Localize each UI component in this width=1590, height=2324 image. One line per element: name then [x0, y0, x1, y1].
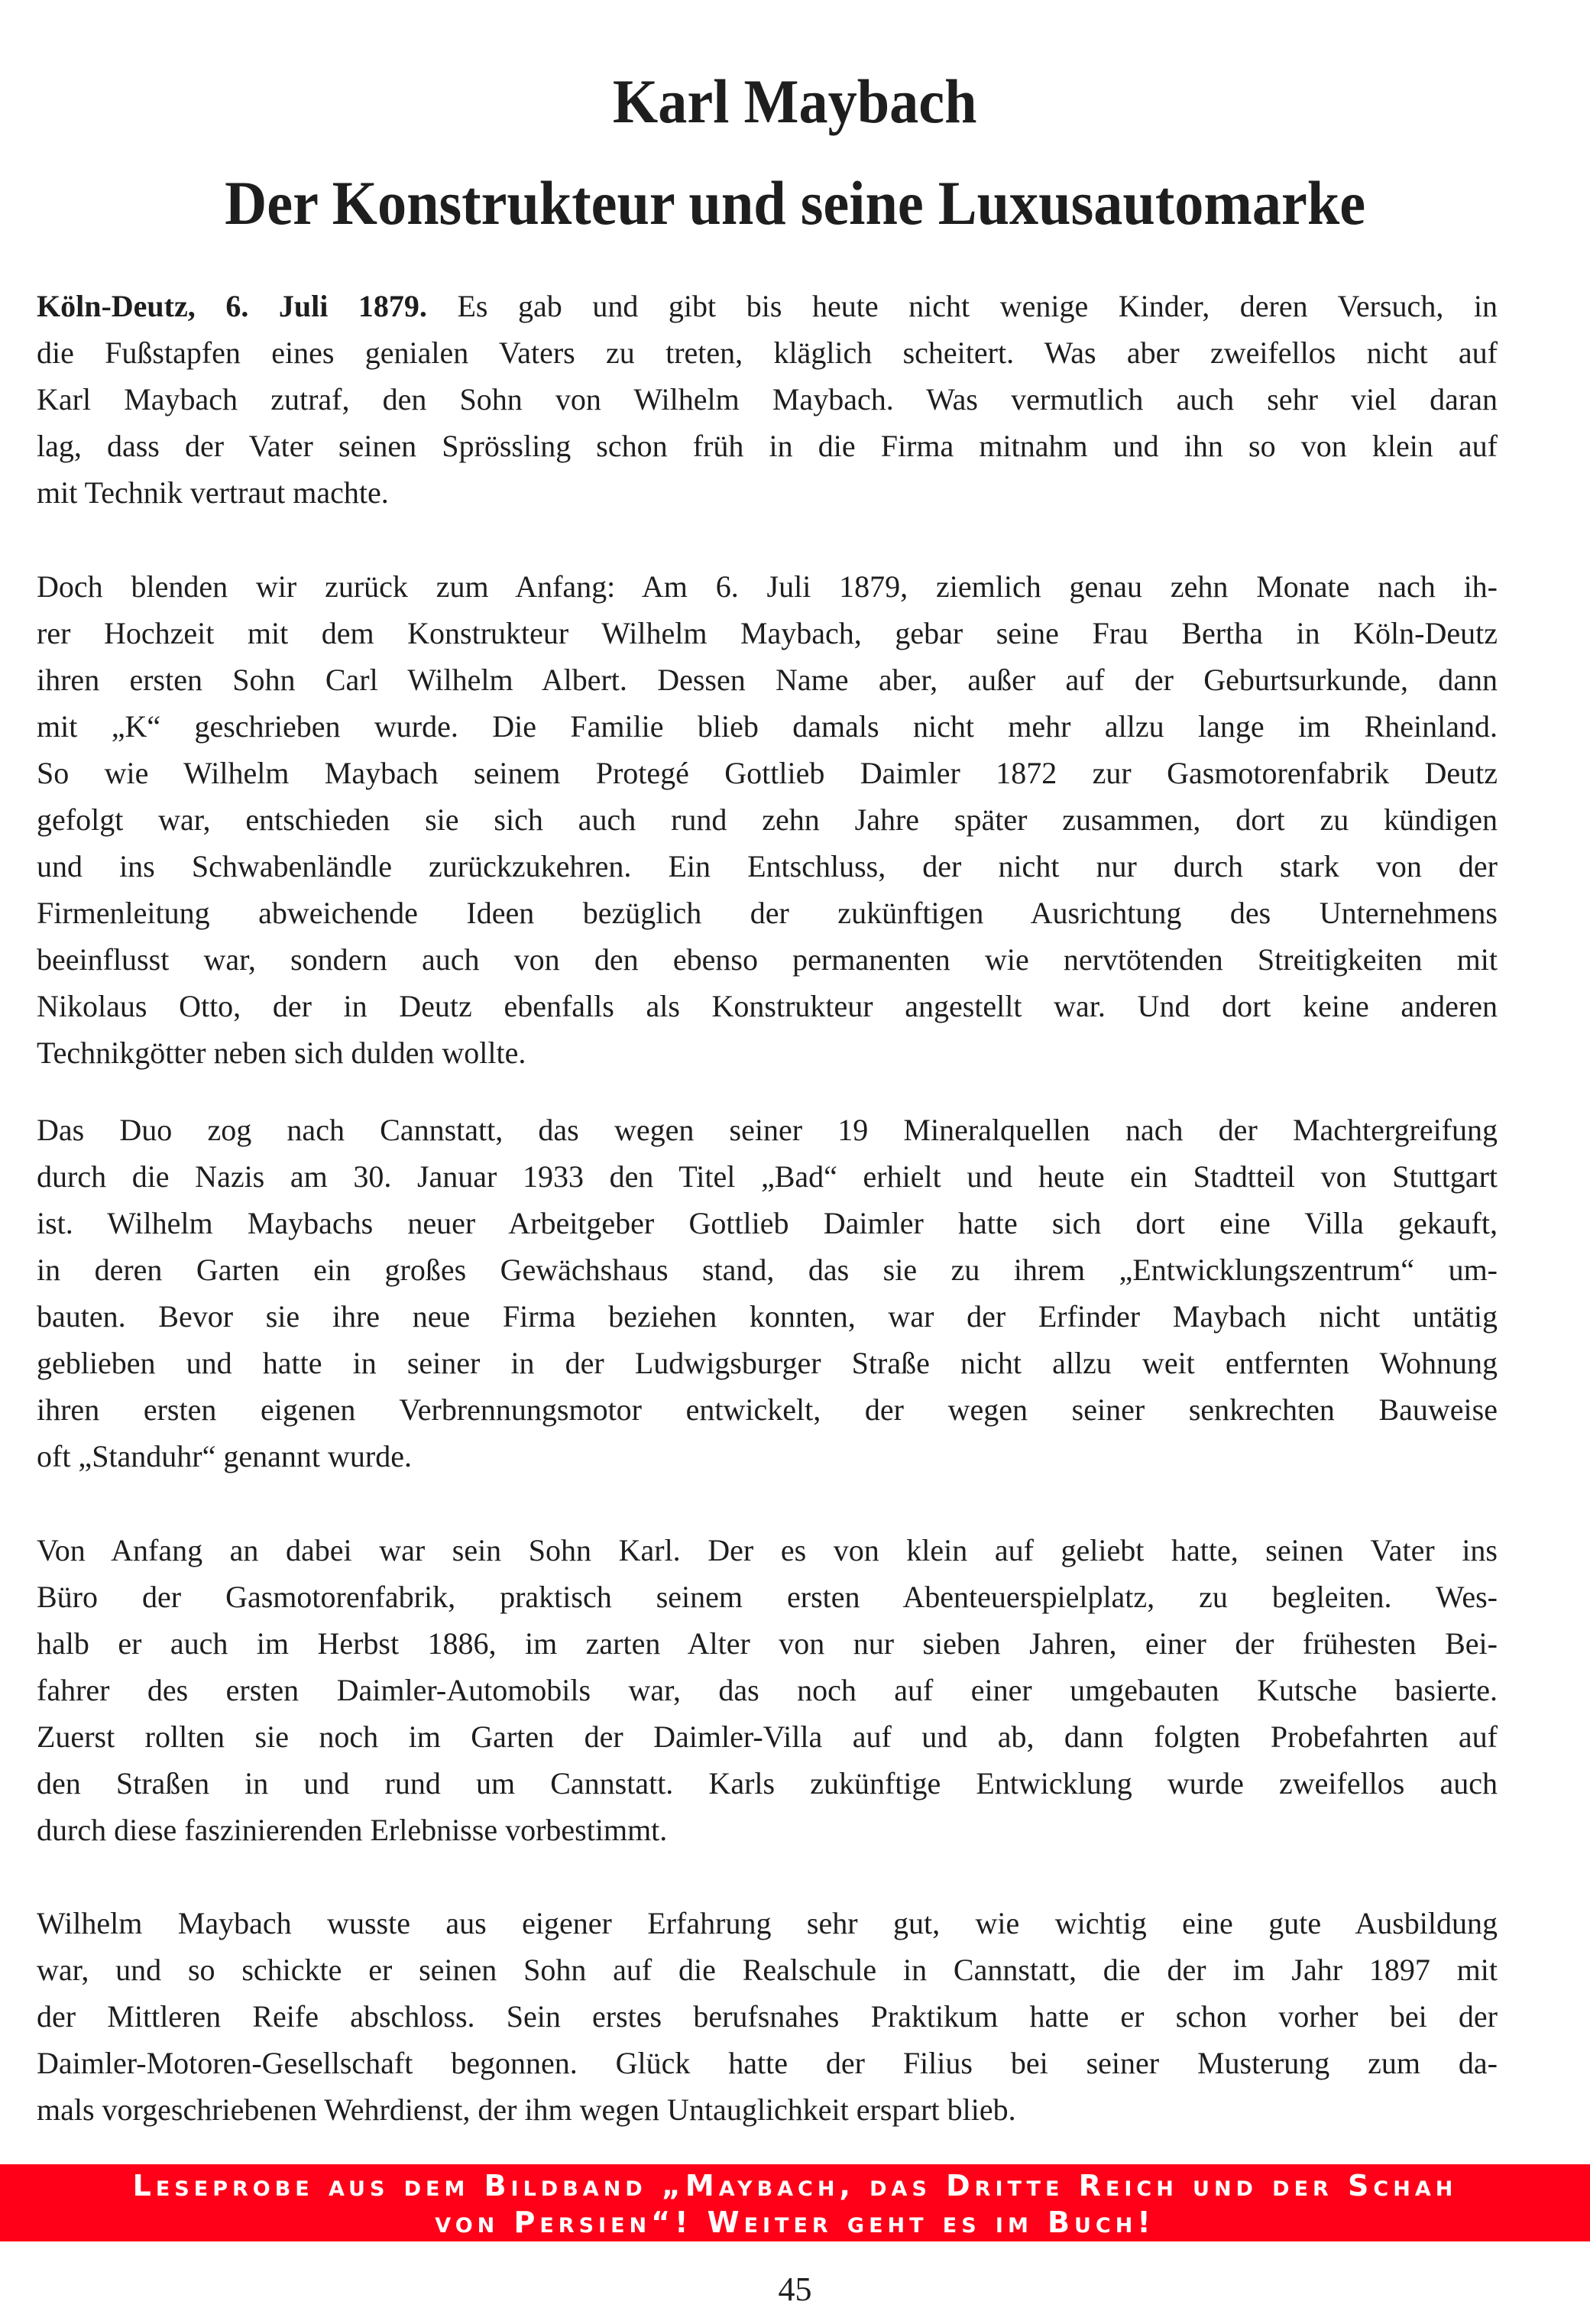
text-line: in deren Garten ein großes Gewächshaus stand, das sie zu ihrem „Entwicklungszentrum“ um- [37, 1253, 1498, 1287]
promo-banner [0, 2164, 1590, 2241]
text-line: rer Hochzeit mit dem Konstrukteur Wilhelm Maybach, gebar seine Frau Bertha in Köln-Deutz [37, 616, 1498, 650]
text-line: Nikolaus Otto, der in Deutz ebenfalls als Konstrukteur angestellt war. Und dort keine anderen [37, 989, 1498, 1023]
subtitle-text: Der Konstrukteur und seine Luxusautomarke [225, 168, 1365, 238]
text-line: durch die Nazis am 30. Januar 1933 den Titel „Bad“ erhielt und heute ein Stadtteil von Stuttgart [37, 1159, 1498, 1194]
text-line: die Fußstapfen eines genialen Vaters zu treten, kläglich scheitert. Was aber zweifellos nicht auf [37, 335, 1498, 370]
text-line: mit „K“ geschrieben wurde. Die Familie blieb damals nicht mehr allzu lange im Rheinland. [37, 709, 1498, 744]
promo-banner-line-2: von Persien“! Weiter geht es im Buch! [435, 2206, 1155, 2239]
text-line: Köln-Deutz, 6. Juli 1879. Es gab und gibt bis heute nicht wenige Kinder, deren Versuch, in [37, 289, 1498, 323]
text-line: Technikgötter neben sich dulden wollte. [37, 1036, 526, 1070]
text-line: Firmenleitung abweichende Ideen bezüglich der zukünftigen Ausrichtung des Unternehmens [37, 896, 1498, 930]
text-line: war, und so schickte er seinen Sohn auf die Realschule in Cannstatt, die der im Jahr 1897 mit [37, 1953, 1498, 1987]
text-line: Büro der Gasmotorenfabrik, praktisch seinem ersten Abenteuerspielplatz, zu begleiten. Wes- [37, 1580, 1498, 1614]
text-line: oft „Standuhr“ genannt wurde. [37, 1439, 412, 1473]
text-line: gefolgt war, entschieden sie sich auch rund zehn Jahre später zusammen, dort zu kündigen [37, 802, 1498, 837]
text-line: Wilhelm Maybach wusste aus eigener Erfahrung sehr gut, wie wichtig eine gute Ausbildung [37, 1906, 1498, 1940]
text-line: durch diese faszinierenden Erlebnisse vorbestimmt. [37, 1813, 668, 1847]
text-line: beeinflusst war, sondern auch von den ebenso permanenten wie nervtötenden Streitigkeiten mit [37, 942, 1498, 977]
page-title [0, 63, 1590, 140]
paragraph-4 [37, 1527, 1498, 1853]
text-line: Zuerst rollten sie noch im Garten der Daimler-Villa auf und ab, dann folgten Probefahrten auf [37, 1720, 1498, 1754]
text-line: Daimler-Motoren-Gesellschaft begonnen. Glück hatte der Filius bei seiner Musterung zum da- [37, 2046, 1498, 2080]
text-line: Das Duo zog nach Cannstatt, das wegen seiner 19 Mineralquellen nach der Machtergreifung [37, 1113, 1498, 1147]
text-line: ihren ersten eigenen Verbrennungsmotor entwickelt, der wegen seiner senkrechten Bauweise [37, 1392, 1498, 1427]
text-line: Karl Maybach zutraf, den Sohn von Wilhelm Maybach. Was vermutlich auch sehr viel daran [37, 382, 1498, 417]
paragraph-1 [37, 283, 1498, 516]
text-line: und ins Schwabenländle zurückzukehren. Ein Entschluss, der nicht nur durch stark von der [37, 849, 1498, 883]
paragraph-3 [37, 1107, 1498, 1480]
text-line: den Straßen in und rund um Cannstatt. Karls zukünftige Entwicklung wurde zweifellos auch [37, 1766, 1498, 1801]
text-line: mals vorgeschriebenen Wehrdienst, der ihm wegen Untauglichkeit erspart blieb. [37, 2092, 1016, 2127]
text-line: fahrer des ersten Daimler-Automobils war, das noch auf einer umgebauten Kutsche basierte. [37, 1673, 1498, 1707]
paragraph-5 [37, 1900, 1498, 2133]
text-line: geblieben und hatte in seiner in der Ludwigsburger Straße nicht allzu weit entfernten Wohnung [37, 1346, 1498, 1380]
page-subtitle [0, 165, 1590, 241]
text-line: Von Anfang an dabei war sein Sohn Karl. Der es von klein auf geliebt hatte, seinen Vater ins [37, 1533, 1498, 1567]
text-line: bauten. Bevor sie ihre neue Firma beziehen konnten, war der Erfinder Maybach nicht untätig [37, 1299, 1498, 1334]
text-line: lag, dass der Vater seinen Sprössling schon früh in die Firma mitnahm und ihn so von klein auf [37, 429, 1498, 463]
text-line: der Mittleren Reife abschloss. Sein erstes berufsnahes Praktikum hatte er schon vorher bei der [37, 1999, 1498, 2034]
title-text: Karl Maybach [613, 66, 977, 136]
promo-banner-line-1: Leseprobe aus dem Bildband „Maybach, das Dritte Reich und der Schah [132, 2169, 1458, 2202]
paragraph-2 [37, 563, 1498, 1076]
dateline: Köln-Deutz, 6. Juli 1879. [37, 289, 427, 323]
text-line: halb er auch im Herbst 1886, im zarten Alter von nur sieben Jahren, einer der frühesten Bei- [37, 1626, 1498, 1661]
text-line: So wie Wilhelm Maybach seinem Protegé Gottlieb Daimler 1872 zur Gasmotorenfabrik Deutz [37, 756, 1498, 790]
page-number: 45 [778, 2271, 812, 2308]
text-line: Doch blenden wir zurück zum Anfang: Am 6. Juli 1879, ziemlich genau zehn Monate nach ih- [37, 569, 1498, 604]
text-line: ihren ersten Sohn Carl Wilhelm Albert. Dessen Name aber, außer auf der Geburtsurkunde, dann [37, 663, 1498, 697]
text-line: mit Technik vertraut machte. [37, 475, 389, 510]
text-line: ist. Wilhelm Maybachs neuer Arbeitgeber Gottlieb Daimler hatte sich dort eine Villa gekauft, [37, 1206, 1498, 1240]
